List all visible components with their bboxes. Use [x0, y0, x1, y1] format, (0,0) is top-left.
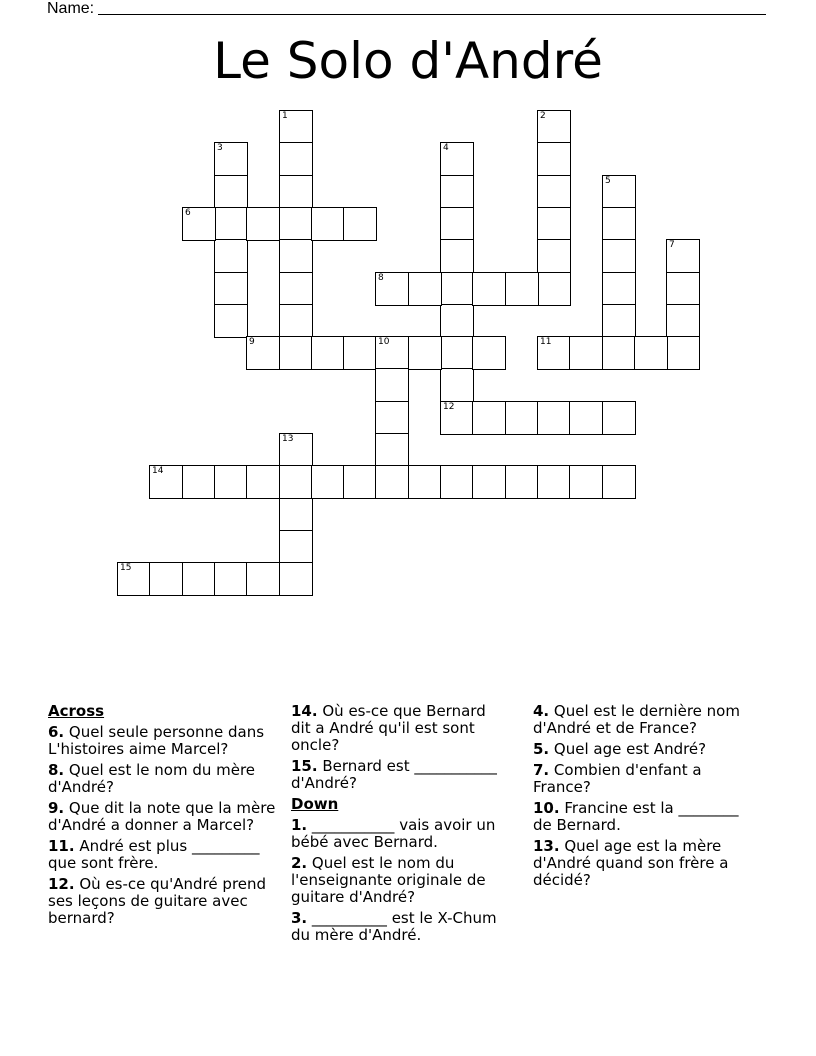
clue-column-2	[291, 703, 506, 948]
clue-down-1: 1. ___________ vais avoir un bébé avec Bernard.	[291, 816, 496, 851]
grid-cell[interactable]	[440, 465, 474, 499]
grid-cell[interactable]	[182, 562, 216, 596]
grid-cell[interactable]	[214, 465, 248, 499]
clue-across-8: 8. Quel est le nom du mère d'André?	[48, 761, 256, 796]
grid-cell[interactable]	[440, 207, 474, 241]
grid-cell[interactable]	[311, 336, 345, 370]
grid-cell[interactable]	[279, 562, 313, 596]
grid-cell-9[interactable]	[246, 336, 280, 370]
grid-cell[interactable]	[472, 401, 506, 435]
grid-cell-3[interactable]	[214, 142, 248, 176]
grid-cell-11[interactable]	[537, 336, 571, 370]
grid-cell[interactable]	[505, 401, 539, 435]
grid-cell[interactable]	[472, 272, 506, 306]
grid-cell[interactable]	[279, 530, 313, 564]
grid-cell-8[interactable]	[375, 272, 409, 306]
grid-cell-12[interactable]	[440, 401, 474, 435]
grid-cell[interactable]	[279, 142, 313, 176]
grid-cell[interactable]	[505, 465, 539, 499]
clue-across-6: 6. Quel seule personne dans L'histoires aime Marcel?	[48, 723, 265, 758]
grid-cell[interactable]	[666, 336, 700, 370]
grid-cell[interactable]	[537, 401, 571, 435]
grid-cell-10[interactable]	[375, 336, 409, 370]
grid-cell-5[interactable]	[602, 175, 636, 209]
grid-cell-1[interactable]	[279, 110, 313, 144]
clue-down-10: 10. Francine est la ________ de Bernard.	[533, 799, 739, 834]
grid-cell[interactable]	[602, 272, 636, 306]
grid-cell[interactable]	[279, 465, 313, 499]
clue-across-15: 15. Bernard est ___________ d'André?	[291, 757, 497, 792]
grid-cell[interactable]	[440, 175, 474, 209]
cell-number: 15	[120, 563, 132, 573]
clue-down-2: 2. Quel est le nom du l'enseignante originale de guitare d'André?	[291, 854, 486, 906]
grid-cell[interactable]	[440, 336, 474, 370]
grid-cell[interactable]	[569, 401, 603, 435]
clue-column-1	[48, 703, 284, 931]
grid-cell[interactable]	[375, 433, 409, 467]
grid-cell[interactable]	[343, 207, 377, 241]
cell-number: 10	[378, 337, 390, 347]
grid-cell[interactable]	[375, 465, 409, 499]
grid-cell[interactable]	[279, 498, 313, 532]
grid-cell-13[interactable]	[279, 433, 313, 467]
grid-cell[interactable]	[666, 272, 700, 306]
cell-number: 13	[282, 434, 294, 444]
grid-cell[interactable]	[537, 239, 571, 273]
clue-across-9: 9. Que dit la note que la mère d'André a donner a Marcel?	[48, 799, 276, 834]
cell-number: 4	[443, 143, 449, 153]
cell-number: 11	[540, 337, 552, 347]
grid-cell[interactable]	[149, 562, 183, 596]
grid-cell[interactable]	[472, 465, 506, 499]
grid-cell-14[interactable]	[149, 465, 183, 499]
grid-cell[interactable]	[343, 336, 377, 370]
grid-cell[interactable]	[311, 207, 345, 241]
grid-cell[interactable]	[569, 465, 603, 499]
grid-cell[interactable]	[279, 175, 313, 209]
down-heading: Down	[291, 795, 339, 813]
across-heading: Across	[48, 702, 105, 720]
grid-cell[interactable]	[343, 465, 377, 499]
clue-down-4: 4. Quel est le dernière nom d'André et de France?	[533, 702, 740, 737]
grid-cell[interactable]	[214, 239, 248, 273]
clue-across-14: 14. Où es-ce que Bernard dit a André qu'il est sont oncle?	[291, 702, 486, 754]
clue-down-7: 7. Combien d'enfant a France?	[533, 761, 702, 796]
grid-cell[interactable]	[602, 207, 636, 241]
grid-cell[interactable]	[440, 368, 474, 402]
cell-number: 12	[443, 402, 455, 412]
grid-cell[interactable]	[311, 465, 345, 499]
grid-cell[interactable]	[375, 401, 409, 435]
clue-down-5: 5. Quel age est André?	[533, 740, 707, 758]
grid-cell[interactable]	[634, 336, 668, 370]
grid-cell[interactable]	[537, 175, 571, 209]
grid-cell[interactable]	[440, 272, 474, 306]
cell-number: 2	[540, 111, 546, 121]
clue-down-3: 3. __________ est le X-Chum du mère d'André.	[291, 909, 497, 944]
cell-number: 5	[605, 176, 611, 186]
grid-cell[interactable]	[279, 239, 313, 273]
grid-cell[interactable]	[602, 336, 636, 370]
grid-cell[interactable]	[279, 336, 313, 370]
grid-cell[interactable]	[246, 207, 280, 241]
page-title: Le Solo d'André	[213, 32, 603, 90]
grid-cell[interactable]	[505, 272, 539, 306]
grid-cell[interactable]	[537, 465, 571, 499]
grid-cell[interactable]	[569, 336, 603, 370]
grid-cell[interactable]	[602, 239, 636, 273]
clue-across-12: 12. Où es-ce qu'André prend ses leçons de guitare avec bernard?	[48, 875, 267, 927]
grid-cell[interactable]	[408, 336, 442, 370]
grid-cell[interactable]	[246, 562, 280, 596]
grid-cell[interactable]	[602, 401, 636, 435]
grid-cell[interactable]	[279, 304, 313, 338]
grid-cell-2[interactable]	[537, 110, 571, 144]
grid-cell-4[interactable]	[440, 142, 474, 176]
grid-cell[interactable]	[214, 562, 248, 596]
cell-number: 1	[282, 111, 288, 121]
clue-down-13: 13. Quel age est la mère d'André quand son frère a décidé?	[533, 837, 729, 889]
grid-cell[interactable]	[182, 465, 216, 499]
cell-number: 7	[669, 240, 675, 250]
grid-cell[interactable]	[602, 465, 636, 499]
name-label: Name:	[47, 0, 95, 17]
grid-cell[interactable]	[537, 142, 571, 176]
grid-cell[interactable]	[472, 336, 506, 370]
grid-cell[interactable]	[666, 304, 700, 338]
grid-cell[interactable]	[440, 239, 474, 273]
cell-number: 14	[152, 466, 164, 476]
grid-cell[interactable]	[408, 272, 442, 306]
clue-across-11: 11. André est plus _________ que sont frère.	[48, 837, 260, 872]
grid-cell[interactable]	[246, 465, 280, 499]
grid-cell[interactable]	[214, 175, 248, 209]
grid-cell[interactable]	[408, 465, 442, 499]
cell-number: 3	[217, 143, 223, 153]
grid-cell[interactable]	[537, 272, 571, 306]
grid-cell[interactable]	[279, 272, 313, 306]
grid-cell-6[interactable]	[182, 207, 216, 241]
grid-cell[interactable]	[214, 207, 248, 241]
grid-cell-15[interactable]	[117, 562, 151, 596]
clue-column-3	[533, 703, 758, 893]
grid-cell[interactable]	[279, 207, 313, 241]
cell-number: 8	[378, 273, 384, 283]
grid-cell[interactable]	[537, 207, 571, 241]
grid-cell[interactable]	[440, 304, 474, 338]
cell-number: 6	[185, 208, 191, 218]
grid-cell[interactable]	[602, 304, 636, 338]
cell-number: 9	[249, 337, 255, 347]
grid-cell[interactable]	[375, 368, 409, 402]
grid-cell[interactable]	[214, 272, 248, 306]
grid-cell-7[interactable]	[666, 239, 700, 273]
grid-cell[interactable]	[214, 304, 248, 338]
